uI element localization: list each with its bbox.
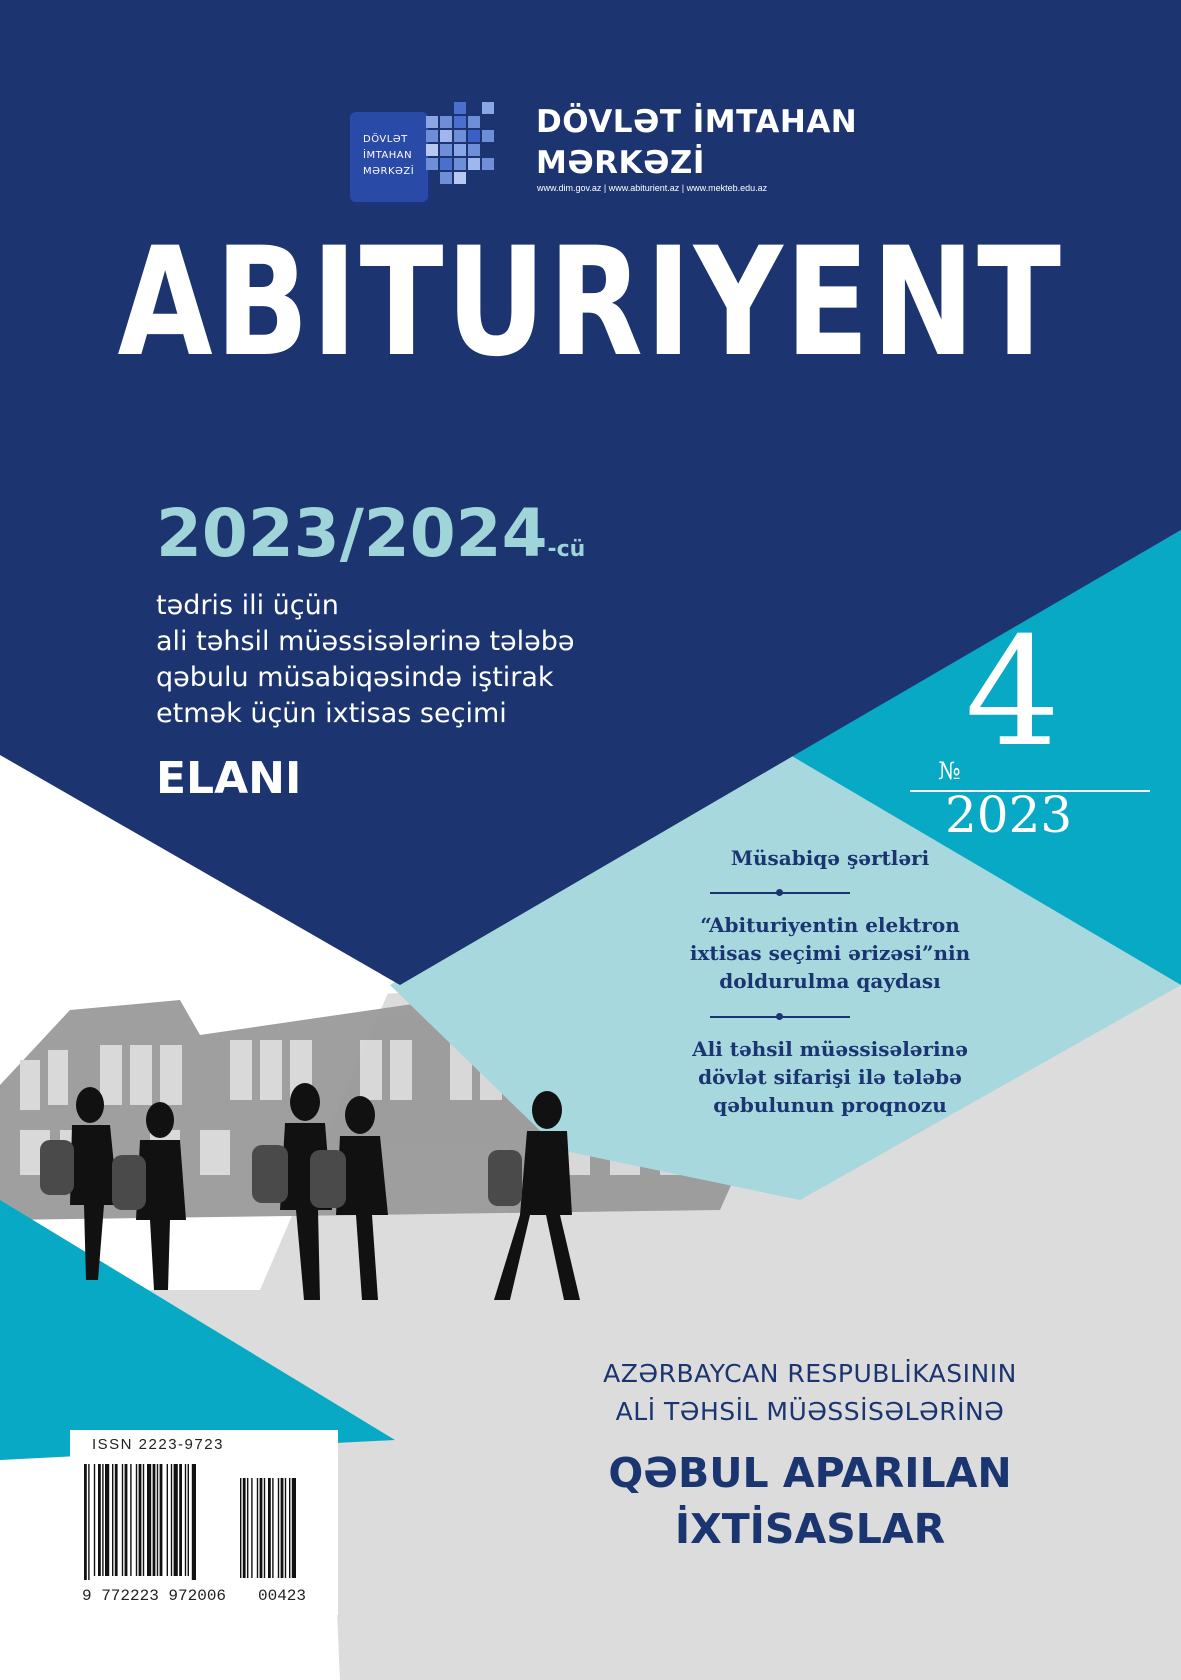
barcode-bar bbox=[94, 1464, 95, 1576]
barcode-bar bbox=[136, 1464, 137, 1576]
barcode-bar bbox=[174, 1464, 178, 1576]
contents-line: “Abituriyentin elektron bbox=[700, 913, 960, 937]
logo-line-2: İMTAHAN bbox=[363, 150, 413, 161]
headline bbox=[540, 1445, 1080, 1557]
barcode-bar bbox=[292, 1478, 296, 1578]
org-name-line-1: DÖVLƏT İMTAHAN bbox=[536, 104, 858, 140]
dim-logo-text bbox=[363, 132, 423, 180]
barcode-bar bbox=[130, 1464, 131, 1576]
barcode-number: 9 772223 972006 bbox=[82, 1587, 227, 1605]
barcode-bar bbox=[102, 1464, 103, 1576]
barcode-bar bbox=[268, 1478, 271, 1578]
contents-item-1 bbox=[620, 844, 1040, 872]
announcement-line: etmək üçün ixtisas seçimi bbox=[156, 698, 507, 729]
barcode-bar bbox=[240, 1478, 241, 1578]
announcement-emphasis: ELANI bbox=[156, 753, 302, 804]
barcode-bar bbox=[179, 1464, 182, 1576]
announcement-line: ali təhsil müəssisələrinə tələbə bbox=[156, 626, 575, 657]
barcode-bar bbox=[185, 1464, 186, 1576]
announcement-line: tədris ili üçün bbox=[156, 590, 339, 621]
barcode-bar bbox=[98, 1464, 101, 1576]
barcode-bar bbox=[247, 1478, 248, 1578]
barcode-bar bbox=[281, 1478, 284, 1578]
barcode-bar bbox=[272, 1478, 273, 1578]
contents-line: ixtisas seçimi ərizəsi”nin bbox=[689, 941, 971, 965]
barcode-bar bbox=[157, 1464, 158, 1576]
barcode-bar bbox=[264, 1478, 265, 1578]
barcode-bar bbox=[143, 1464, 144, 1576]
contents-line: Müsabiqə şərtləri bbox=[730, 846, 930, 870]
barcode-bar bbox=[171, 1464, 172, 1576]
headline-line: İXTİSASLAR bbox=[674, 1505, 946, 1553]
announcement-text bbox=[156, 588, 575, 732]
barcode-bar bbox=[285, 1478, 286, 1578]
barcode-bar bbox=[160, 1464, 163, 1576]
barcode-bar bbox=[84, 1464, 87, 1580]
barcode-bar bbox=[251, 1478, 252, 1578]
issue-year: 2023 bbox=[945, 786, 1073, 844]
barcode-bar bbox=[122, 1464, 123, 1576]
contents-line: qəbulunun proqnozu bbox=[713, 1093, 947, 1117]
subtitle bbox=[540, 1355, 1080, 1431]
barcode-bar bbox=[260, 1478, 263, 1578]
barcode-icon bbox=[80, 1460, 330, 1580]
barcode-bar bbox=[192, 1464, 196, 1580]
barcode-addon-number: 00423 bbox=[258, 1587, 307, 1605]
barcode-bar bbox=[188, 1464, 189, 1576]
logo-pixel-grid-icon bbox=[426, 96, 506, 196]
barcode-bar bbox=[139, 1464, 142, 1576]
magazine-title: ABITURIYENT bbox=[117, 216, 1064, 390]
barcode-bar bbox=[153, 1464, 156, 1576]
academic-year-value: 2023/2024 bbox=[156, 495, 548, 572]
contents-line: dövlət sifarişi ilə tələbə bbox=[698, 1065, 962, 1089]
org-websites: www.dim.gov.az | www.abiturient.az | www.mekteb.edu.az bbox=[537, 183, 768, 193]
announcement-line: qəbulu müsabiqəsində iştirak bbox=[156, 662, 554, 693]
barcode-bar bbox=[147, 1464, 151, 1576]
contents-line: Ali təhsil müəssisələrinə bbox=[692, 1037, 968, 1061]
contents-item-2 bbox=[620, 911, 1040, 995]
barcode-bar bbox=[167, 1464, 168, 1576]
academic-year-suffix: -cü bbox=[547, 537, 586, 562]
barcode-bar bbox=[125, 1464, 128, 1576]
barcode-bar bbox=[115, 1464, 118, 1576]
barcode-bar bbox=[289, 1478, 290, 1578]
barcode-bar bbox=[105, 1464, 109, 1576]
contents-line: doldurulma qaydası bbox=[719, 969, 941, 993]
subtitle-line: AZƏRBAYCAN RESPUBLİKASININ bbox=[603, 1359, 1017, 1388]
barcode-bar bbox=[243, 1478, 246, 1578]
barcode-bar bbox=[257, 1478, 258, 1578]
issue-number-sign: № bbox=[938, 757, 961, 785]
org-name-line-2: MƏRKƏZİ bbox=[536, 145, 705, 181]
barcode-bar bbox=[278, 1478, 279, 1578]
headline-line: QƏBUL APARILAN bbox=[608, 1449, 1012, 1497]
issue-number: 4 bbox=[965, 606, 1061, 780]
academic-year bbox=[156, 495, 585, 572]
subtitle-line: ALİ TƏHSİL MÜƏSSİSƏLƏRİNƏ bbox=[615, 1397, 1005, 1426]
barcode-bar bbox=[112, 1464, 113, 1576]
contents-item-3 bbox=[620, 1035, 1040, 1119]
logo-line-3: MƏRKƏZİ bbox=[363, 166, 415, 177]
logo-line-1: DÖVLƏT bbox=[363, 134, 408, 145]
issn-label: ISSN 2223-9723 bbox=[92, 1436, 224, 1453]
barcode-bar bbox=[88, 1464, 89, 1580]
